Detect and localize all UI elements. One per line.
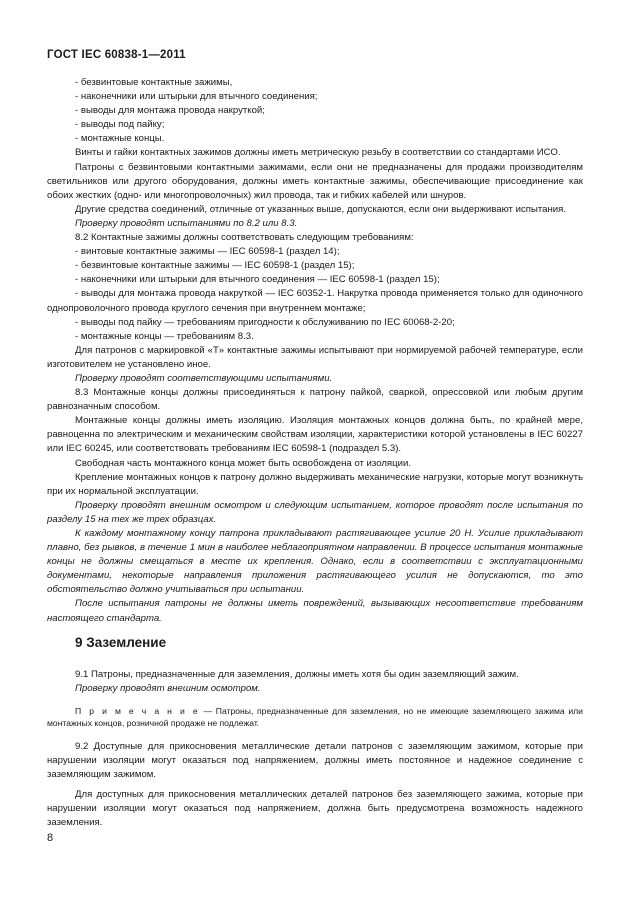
paragraph-fixing: Крепление монтажных концов к патрону должно выдерживать механические нагрузки, которые могут возникнуть при их нормальной эксплуатации. <box>47 471 583 497</box>
paragraph-free-end: Свободная часть монтажного конца может быть освобождена от изоляции. <box>75 457 412 469</box>
clause-8-2: 8.2 Контактные зажимы должны соответствовать следующим требованиям: <box>75 232 414 244</box>
clause-9-2: 9.2 Доступные для прикосновения металлические детали патронов с заземляющим зажимом, которые при нарушении изоляции могут оказаться под напряжением, должны иметь постоянное и надежное соединение с заземляющим зажимом. <box>47 740 583 781</box>
page-number: 8 <box>47 832 54 844</box>
note-paragraph <box>47 705 583 730</box>
page-body <box>47 76 583 831</box>
list-item-solder: - выводы под пайку — требованиям пригодности к обслуживанию по IEC 60068-2-20; <box>75 316 455 328</box>
paragraph-pull-test: К каждому монтажному концу патрона прикладывают растягивающее усилие 20 Н. Усилие прикладывают плавно, без рывков, в течение 1 мин в наиболее неблагоприятном направлении. В процессе испытания монтажные концы не должны смещаться в месте их крепления. Однако, если в соответствии с эксплуатационными документами, некоторые направления приложения растягивающего усилия не допускаются, то это обстоятельство должно учитываться при испытании. <box>47 528 583 596</box>
paragraph-screwless-terminals: Патроны с безвинтовыми контактными зажимами, если они не предназначены для продажи производителям светильников или другого оборудования, должны иметь контактные зажимы, обеспечивающие присоединение как обоих жестких (одно- или многопроволочных) жил провода, так и гибких кабелей или шнуров. <box>47 161 583 201</box>
list-item-leads: - монтажные концы — требованиям 8.3. <box>75 330 254 342</box>
paragraph-check-visual: Проверку проводят внешним осмотром. <box>75 682 261 694</box>
clause-8-3: 8.3 Монтажные концы должны присоединяться к патрону пайкой, сваркой, опрессовкой или любым другим равнозначным способом. <box>47 387 583 413</box>
list-item: - безвинтовые контактные зажимы, <box>75 77 233 88</box>
clause-9-1: 9.1 Патроны, предназначенные для заземления, должны иметь хотя бы один заземляющий зажим. <box>75 668 519 680</box>
paragraph-insulation: Монтажные концы должны иметь изоляцию. Изоляция монтажных концов должна быть, по крайней мере, равноценна по электрическим и механическим свойствам изоляции, характеристики которой установлены в IEC 60227 или IEC 60245, или соответствовать требованиям IEC 60598-1 (подраздел 5.3). <box>47 415 583 455</box>
paragraph-check-tests: Проверку проводят испытаниями по 8.2 или 8.3. <box>75 217 298 229</box>
paragraph-check-relevant: Проверку проводят соответствующими испытаниями. <box>75 372 333 384</box>
list-item: - наконечники или штырьки для втычного соединения; <box>75 91 318 103</box>
section-heading: 9 Заземление <box>75 634 167 650</box>
note-text: — Патроны, предназначенные для заземления, но не имеющие заземляющего зажима или монтажных концов, розничной продаже не подлежат. <box>47 705 583 729</box>
paragraph-after-test: После испытания патроны не должны иметь повреждений, вызывающих несоответствие требованиям настоящего стандарта. <box>47 598 583 624</box>
document-header: ГОСТ IEC 60838-1—2011 <box>47 49 186 61</box>
paragraph-t-marking: Для патронов с маркировкой «T» контактные зажимы испытывают при нормируемой рабочей температуре, если изготовителем не установлено иное. <box>47 344 583 370</box>
paragraph-no-earth-terminal: Для доступных для прикосновения металлических деталей патронов без заземляющего зажима, которые при нарушении изоляции могут оказаться под напряжением, должна быть предусмотрена возможность надежного заземления. <box>47 789 583 829</box>
list-item: - монтажные концы. <box>75 133 165 145</box>
paragraph-check-inspection: Проверку проводят внешним осмотром и следующим испытанием, которое проводят после испытания по разделу 15 на тех же трех образцах. <box>47 499 583 525</box>
note-label: П р и м е ч а н и е <box>75 705 200 716</box>
list-item: - наконечники или штырьки для втычного соединения — IEC 60598-1 (раздел 15); <box>75 274 440 286</box>
list-item-wire-wrap: - выводы для монтажа провода накруткой — IEC 60352-1. Накрутка провода применяется только для одиночного однопроволочного провода круглого сечения при внутреннем монтаже; <box>47 288 583 314</box>
paragraph-other-connections: Другие средства соединений, отличные от указанных выше, допускаются, если они выдерживают испытания. <box>75 203 566 215</box>
list-item: - безвинтовые контактные зажимы — IEC 60598-1 (раздел 15); <box>75 260 355 272</box>
list-item: - винтовые контактные зажимы — IEC 60598-1 (раздел 14); <box>75 246 340 258</box>
list-item: - выводы для монтажа провода накруткой; <box>75 105 265 117</box>
list-item: - выводы под пайку; <box>75 119 165 131</box>
paragraph-screw-threads: Винты и гайки контактных зажимов должны иметь метрическую резьбу в соответствии со стандартами ИСО. <box>75 147 561 159</box>
